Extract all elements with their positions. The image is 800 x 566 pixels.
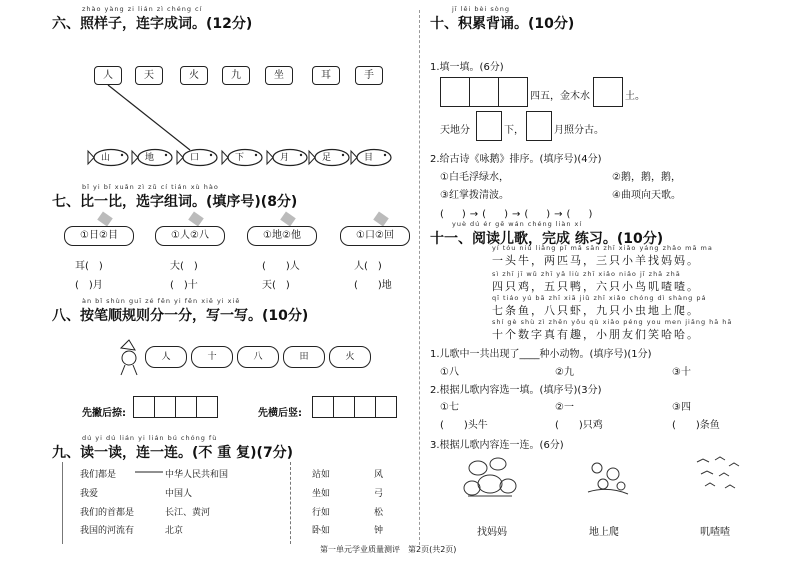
match-right[interactable]: 北京: [165, 526, 184, 536]
fish-char: 下: [235, 153, 245, 163]
poem-fragment: 月照分古。: [554, 125, 604, 136]
fish-char: 地: [145, 153, 155, 163]
match-right[interactable]: 风: [374, 470, 384, 480]
insects-picture: [583, 456, 633, 496]
s9-pinyin: dú yi dú lián yi lián bú chóng fù: [82, 434, 218, 442]
match-right[interactable]: 钟: [374, 526, 384, 536]
q2-option[interactable]: ②一: [555, 402, 574, 413]
fish-char: 口: [190, 153, 200, 163]
column-divider: [419, 10, 420, 545]
fill-blank[interactable]: 天( ): [262, 280, 290, 291]
q2-label: 2.根据儿歌内容选一填。(填序号)(3分): [430, 385, 602, 396]
lambs-picture: [460, 452, 520, 502]
match-label[interactable]: 叽喳喳: [700, 527, 730, 538]
answer-grid[interactable]: [476, 111, 502, 141]
s6-title: 六、照样子，连字成词。(12分): [52, 16, 253, 32]
poem-pinyin: sì zhī jī wǔ zhī yā liù zhī xiǎo niǎo jī zhā zhā: [492, 270, 681, 278]
match-left[interactable]: 我爱: [80, 489, 99, 499]
q2-blank[interactable]: ( )只鸡: [555, 420, 603, 431]
fish-char: 月: [280, 153, 290, 163]
s11-pinyin: yuè dú ér gē wán chéng liàn xí: [452, 220, 583, 228]
s11-title: 十一、阅读儿歌，完成 练习。(10分): [430, 231, 664, 247]
word-pair: ①日②目: [64, 226, 134, 246]
top-char-box[interactable]: 坐: [265, 66, 293, 85]
poem-fragment: 土。: [625, 91, 645, 102]
q1-option[interactable]: ③十: [672, 367, 691, 378]
s7-pinyin: bǐ yi bǐ xuǎn zì zǔ cí tián xù hào: [82, 183, 219, 191]
q2-blank[interactable]: ( )条鱼: [672, 420, 720, 431]
s7-title: 七、比一比，选字组词。(填序号)(8分): [52, 194, 298, 210]
s10-pinyin: jī lěi bèi sòng: [452, 5, 510, 13]
match-left[interactable]: 我们的首都是: [80, 508, 135, 518]
top-char-box[interactable]: 人: [94, 66, 122, 85]
q2-option[interactable]: ①七: [440, 402, 459, 413]
fill-blank[interactable]: ( )月: [75, 280, 103, 291]
match-right[interactable]: 中国人: [165, 489, 193, 499]
fill-blank[interactable]: 耳( ): [75, 261, 103, 272]
match-right[interactable]: 松: [374, 508, 384, 518]
match-right[interactable]: 长江、黄河: [165, 508, 211, 518]
ant-char[interactable]: 八: [237, 346, 279, 368]
word-pair: ①口②回: [340, 226, 410, 246]
q2-label: 2.给古诗《咏鹅》排序。(填序号)(4分): [430, 154, 602, 165]
poem-pinyin: qī tiáo yú bā zhī xiā jiǔ zhī xiǎo chóng dì shàng pá: [492, 294, 707, 302]
poem-option: ②鹅，鹅，鹅，: [612, 172, 681, 183]
fish-char: 山: [101, 153, 111, 163]
fill-blank[interactable]: 人( ): [354, 261, 382, 272]
poem-pinyin: yí tóu niú liǎng pǐ mǎ sān zhī xiǎo yáng zhǎo mā ma: [492, 244, 713, 252]
q1-label: 1.儿歌中一共出现了____种小动物。(填序号)(1分): [430, 349, 652, 360]
answer-grid[interactable]: [440, 77, 528, 107]
poem-fragment: 四五，金木水: [530, 91, 590, 102]
poem-pinyin: shí gè shù zì zhēn yǒu qù xiǎo péng you men jiǎng hā hā: [492, 318, 733, 326]
poem-line: 一头牛，两匹马，三只小羊找妈妈。: [492, 254, 700, 267]
s9-title: 九、读一读，连一连。(不 重 复)(7分): [52, 445, 294, 461]
top-char-box[interactable]: 手: [355, 66, 383, 85]
match-label[interactable]: 地上爬: [589, 527, 619, 538]
s10-title: 十、积累背诵。(10分): [430, 16, 575, 32]
ant-char[interactable]: 人: [145, 346, 187, 368]
q1-option[interactable]: ①八: [440, 367, 459, 378]
match-left[interactable]: 行如: [312, 508, 331, 518]
poem-line: 十个数字真有趣，小朋友们笑哈哈。: [492, 328, 700, 341]
fill-blank[interactable]: ( )人: [262, 261, 300, 272]
ant-char[interactable]: 火: [329, 346, 371, 368]
label-heng-shu: 先横后竖:: [258, 408, 302, 419]
order-blanks[interactable]: ( )→( )→( )→( ): [440, 209, 597, 220]
top-char-box[interactable]: 火: [180, 66, 208, 85]
fill-blank[interactable]: 大( ): [170, 261, 198, 272]
match-left[interactable]: 我们都是: [80, 470, 117, 480]
match-label[interactable]: 找妈妈: [477, 527, 507, 538]
match-left[interactable]: 站如: [312, 470, 331, 480]
poem-option: ①白毛浮绿水，: [440, 172, 509, 183]
q3-label: 3.根据儿歌内容连一连。(6分): [430, 440, 564, 451]
s8-pinyin: àn bǐ shùn guī zé fēn yi fēn xiě yi xiě: [82, 297, 241, 305]
s8-title: 八、按笔顺规则分一分，写一写。(10分): [52, 308, 309, 324]
match-left[interactable]: 我国的河流有: [80, 526, 135, 536]
match-right[interactable]: 中华人民共和国: [165, 470, 229, 480]
poem-fragment: 天地分: [440, 125, 470, 136]
birds-picture: [693, 454, 743, 496]
answer-grid[interactable]: [526, 111, 552, 141]
top-char-box[interactable]: 天: [135, 66, 163, 85]
poem-fragment: 下，: [504, 125, 524, 136]
ant-char[interactable]: 十: [191, 346, 233, 368]
fish-char: 足: [322, 153, 332, 163]
q2-blank[interactable]: ( )头牛: [440, 420, 488, 431]
word-pair: ①地②他: [247, 226, 317, 246]
fish-char: 目: [364, 153, 374, 163]
q1-label: 1.填一填。(6分): [430, 62, 504, 73]
ant-char[interactable]: 田: [283, 346, 325, 368]
fill-blank[interactable]: ( )十: [170, 280, 198, 291]
match-left[interactable]: 坐如: [312, 489, 331, 499]
q2-option[interactable]: ③四: [672, 402, 691, 413]
label-pie-na: 先撇后捺:: [82, 408, 126, 419]
match-left[interactable]: 卧如: [312, 526, 331, 536]
fill-blank[interactable]: ( )地: [354, 280, 392, 291]
page-footer: 第一单元学业质量测评 第2页(共2页): [320, 545, 457, 554]
top-char-box[interactable]: 九: [222, 66, 250, 85]
match-right[interactable]: 弓: [374, 489, 384, 499]
top-char-box[interactable]: 耳: [312, 66, 340, 85]
poem-option: ④曲项向天歌。: [612, 190, 681, 201]
word-pair: ①人②八: [155, 226, 225, 246]
answer-grid[interactable]: [593, 77, 623, 107]
poem-line: 七条鱼，八只虾，九只小虫地上爬。: [492, 304, 700, 317]
divider: [290, 462, 291, 544]
poem-line: 四只鸡，五只鸭，六只小鸟叽喳喳。: [492, 280, 700, 293]
s6-pinyin: zhào yàng zi lián zì chéng cí: [82, 5, 203, 13]
poem-option: ③红掌拨清波。: [440, 190, 509, 201]
q1-option[interactable]: ②九: [555, 367, 574, 378]
